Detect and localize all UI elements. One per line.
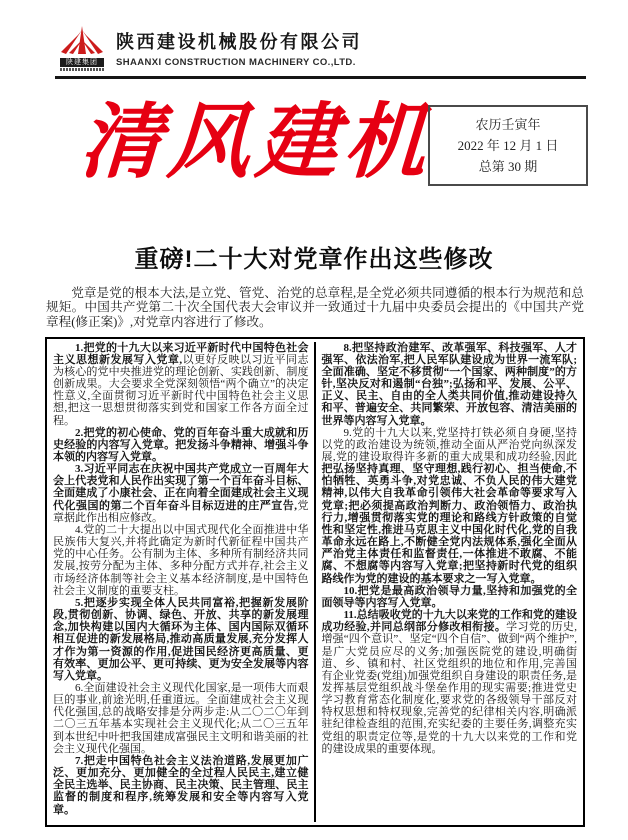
- article-item: 7.把走中国特色社会主义法治道路,发展更加广泛、更加充分、更加健全的全过程人民民主,建立健全民主选举、民主协商、民主决策、民主管理、民主监督的制度和程序,统筹发展和安全等内容写入党章。: [53, 754, 309, 816]
- company-name-en: SHAANXI CONSTRUCTION MACHINERY CO.,LTD.: [116, 57, 356, 68]
- issue-date: 2022 年 12 月 1 日: [457, 137, 559, 153]
- page-header: [0, 0, 628, 71]
- article-item: 9.党的十九大以来,党坚持打铁必须自身硬,坚持以党的政治建设为统领,推动全面从严治党向纵深发展,党的建设取得许多新的重大成果和成功经验,因此把弘扬坚持真理、坚守理想,践行初心、担当使命,不怕牺牲、英勇斗争,对党忠诚、不负人民的伟大建党精神,以伟大自我革命引领伟大社会革命等要求写入党章;把必须提高政治判断力、政治领悟力、政治执行力,增强贯彻落实党的理论和路线方针政策的自觉性和坚定性,推进马克思主义中国化时代化,党的自我革命永远在路上,不断健全党内法规体系,强化全面从严治党主体责任和监督责任,一体推进不敢腐、不能腐、不想腐等内容写入党章;把坚持新时代党的组织路线作为党的建设的基本要求之一写入党章。: [321, 426, 577, 585]
- company-name-cn: 陕西建设机械股份有限公司: [116, 32, 362, 52]
- issue-lunar-year: 农历壬寅年: [475, 116, 541, 132]
- article-item: 3.习近平同志在庆祝中国共产党成立一百周年大会上代表党和人民作出实现了第一个百年奋斗目标、全面建成了小康社会、正在向着全面建成社会主义现代化强国的第二个百年奋斗目标迈进的庄严宣告,党章据此作出相应修改。: [53, 463, 309, 524]
- article-item: 6.全面建设社会主义现代化国家,是一项伟大而艰巨的事业,前途光明,任重道远。全面建成社会主义现代化强国,总的战略安排是分两步走:从二〇二〇年到二〇三五年基本实现社会主义现代化;从二〇三五年到本世纪中叶把我国建成富强民主文明和谐美丽的社会主义现代化强国。: [53, 681, 309, 755]
- article-item: 5.把逐步实现全体人民共同富裕,把握新发展阶段,贯彻创新、协调、绿色、开放、共享的新发展理念,加快构建以国内大循环为主体、国内国际双循环相互促进的新发展格局,推动高质量发展,充分发挥人才作为第一资源的作用,促进国民经济更高质量、更有效率、更加公平、更可持续、更为安全发展等内容写入党章。: [53, 596, 309, 682]
- article-item: 1.把党的十九大以来习近平新时代中国特色社会主义思想新发展写入党章,以更好反映以习近平同志为核心的党中央推进党的理论创新、实践创新、制度创新成果。大会要求全党深刻领悟“两个确立”的决定性意义,全面贯彻习近平新时代中国特色社会主义思想,把这一思想贯彻落实到党和国家工作各方面全过程。: [53, 341, 309, 427]
- company-names: [116, 26, 362, 68]
- article-headline: 重磅!二十大对党章作出这些修改: [134, 245, 494, 273]
- article-intro: 党章是党的根本大法,是立党、管党、治党的总章程,是全党必须共同遵循的根本行为规范和总规矩。中国共产党第二十次全国代表大会审议并一致通过十九届中央委员会提出的《中国共产党章程(修正案)》,对党章内容进行了修改。: [46, 285, 584, 329]
- company-logo-icon: [60, 26, 104, 56]
- logo-badge: 陕建集团: [60, 58, 104, 67]
- article-columns: [45, 337, 585, 827]
- masthead: [0, 85, 628, 207]
- article-item: 2.把党的初心使命、党的百年奋斗重大成就和历史经验的内容写入党章。把发扬斗争精神、增强斗争本领的内容写入党章。: [53, 426, 309, 464]
- article-item: 11.总结吸收党的十九大以来党的工作和党的建设成功经验,并同总纲部分修改相衔接。学习党的历史,增强“四个意识”、坚定“四个自信”、做到“两个维护”,是广大党员应尽的义务;加强医院党的建设,明确街道、乡、镇和村、社区党组织的地位和作用,完善国有企业党委(党组)加强党组织自身建设的职责任务,是发挥基层党组织战斗堡垒作用的现实需要;推进党史学习教育常态化制度化,要求党的各级领导干部反对特权思想和特权现象,完善党的纪律相关内容,明确派驻纪律检查组的范围,充实纪委的主要任务,调整充实党组的职责定位等,是党的十九大以来党的工作和党的建设成果的重要体现。: [321, 609, 578, 755]
- newsletter-title: 清风建机: [77, 96, 435, 188]
- article-item: 8.把坚持政治建军、改革强军、科技强军、人才强军、依法治军,把人民军队建设成为世界一流军队;全面准确、坚定不移贯彻“一个国家、两种制度”的方针,坚决反对和遏制“台独”;弘扬和平、发展、公平、正义、民主、自由的全人类共同价值,推动建设持久和平、普遍安全、共同繁荣、开放包容、清洁美丽的世界等内容写入党章。: [321, 341, 577, 427]
- issue-info-box: [428, 105, 588, 186]
- logo-badge-subline: [60, 68, 104, 71]
- issue-number: 总第 30 期: [478, 158, 538, 174]
- article-item: 10.把党是最高政治领导力量,坚持和加强党的全面领导等内容写入党章。: [321, 584, 577, 609]
- company-logo: [57, 26, 107, 71]
- article-item: 4.党的二十大提出以中国式现代化全面推进中华民族伟大复兴,并将此确定为新时代新征程中国共产党的中心任务。公有制为主体、多种所有制经济共同发展,按劳分配为主体、多种分配方式并存,社会主义市场经济体制等社会主义基本经济制度,是中国特色社会主义制度的重要支柱。: [53, 523, 309, 597]
